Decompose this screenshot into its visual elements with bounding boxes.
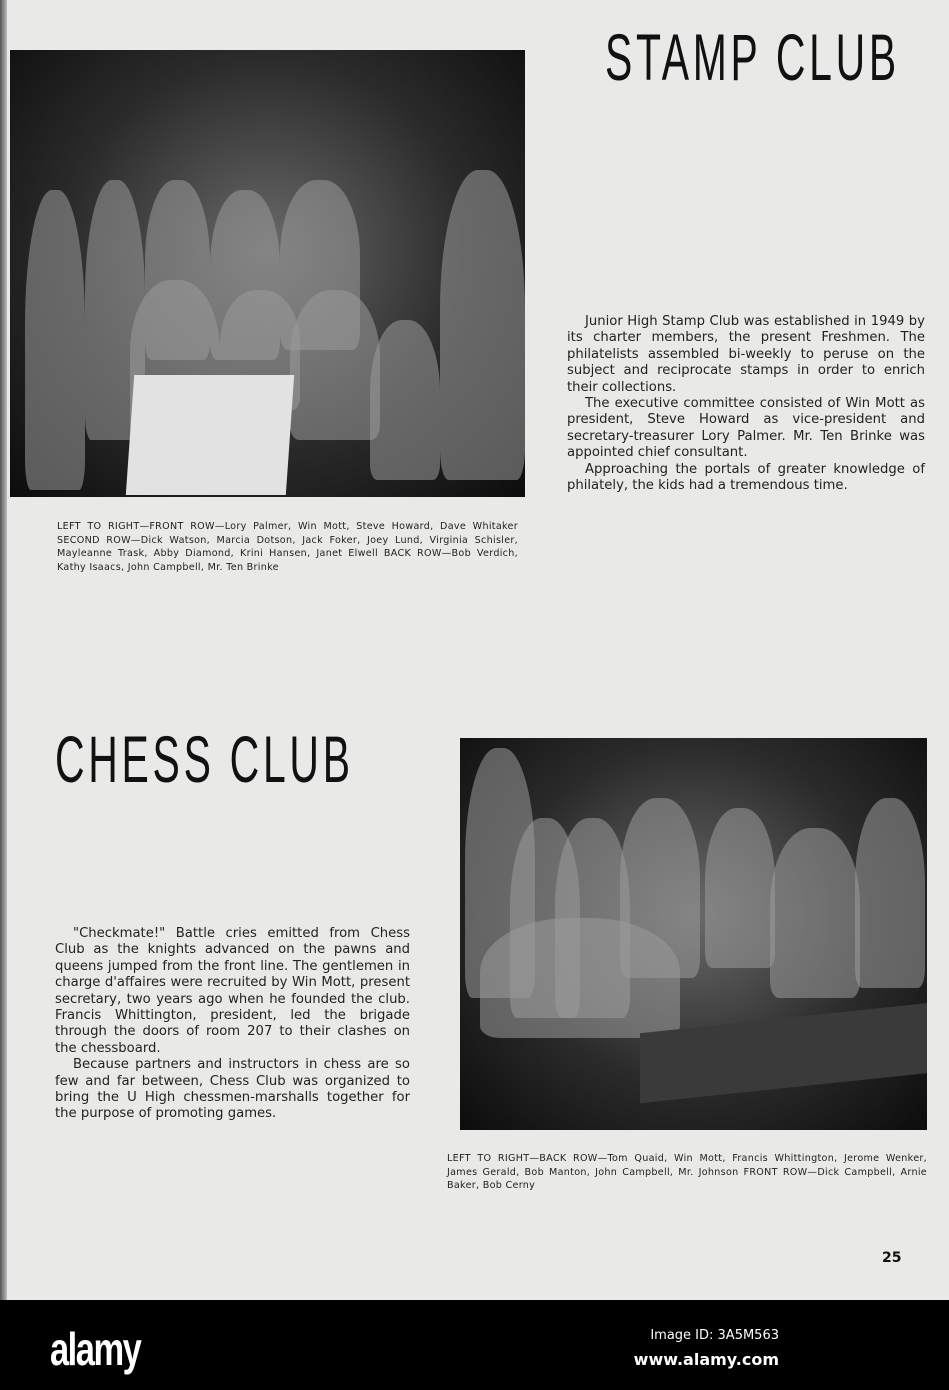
- stamp-club-photo: [10, 50, 525, 497]
- chess-club-photo: [460, 738, 927, 1130]
- page-number: 25: [882, 1250, 902, 1266]
- chess-club-text: [55, 926, 410, 1123]
- stamp-club-text: [567, 314, 925, 494]
- watermark-bar: [0, 1300, 949, 1390]
- image-id: Image ID: 3A5M563: [650, 1328, 779, 1343]
- page-binding-edge: [0, 0, 7, 1300]
- stamp-club-paragraph: Junior High Stamp Club was established in 1949 by its charter members, the present Freshmen. The philatelists assembled bi-weekly to peruse on the subject and reciprocate stamps in order to enrich their collections.: [567, 314, 925, 395]
- chess-club-paragraph: "Checkmate!" Battle cries emitted from Chess Club as the knights advanced on the pawns and queens jumped from the front line. The gentlemen in charge d'affaires were recruited by Win Mott, present secretary, two years ago when he founded the club. Francis Whittington, president, led the brigade through the doors of room 207 to their clashes on the chessboard.: [55, 926, 410, 1056]
- chess-club-paragraph: Because partners and instructors in chess are so few and far between, Chess Club was organized to bring the U High chessmen-marshalls together for the purpose of promoting games.: [55, 1057, 410, 1122]
- chess-club-caption: LEFT TO RIGHT—BACK ROW—Tom Quaid, Win Mott, Francis Whittington, Jerome Wenker, James Gerald, Bob Manton, John Campbell, Mr. Johnson FRONT ROW—Dick Campbell, Arnie Baker, Bob Cerny: [447, 1153, 927, 1191]
- stamp-club-title: STAMP CLUB: [605, 20, 900, 94]
- stamp-club-paragraph: Approaching the portals of greater knowledge of philately, the kids had a tremendous time.: [567, 461, 925, 494]
- stamp-club-paragraph: The executive committee consisted of Win Mott as president, Steve Howard as vice-president and secretary-treasurer Lory Palmer. Mr. Ten Brinke was appointed chief consultant.: [567, 396, 925, 461]
- chess-table: [640, 1003, 927, 1103]
- stamp-album-board: [126, 375, 294, 495]
- chess-club-title: CHESS CLUB: [55, 722, 354, 796]
- stamp-club-caption: LEFT TO RIGHT—FRONT ROW—Lory Palmer, Win Mott, Steve Howard, Dave Whitaker SECOND ROW—Dick Watson, Marcia Dotson, Jack Foker, Joey Lund, Virginia Schisler, Mayleanne Trask, Abby Diamond, Krini Hansen, Janet Elwell BACK ROW—Bob Verdich, Kathy Isaacs, John Campbell, Mr. Ten Brinke: [57, 521, 518, 573]
- alamy-logo: alamy: [50, 1323, 141, 1375]
- watermark-url: www.alamy.com: [633, 1350, 779, 1369]
